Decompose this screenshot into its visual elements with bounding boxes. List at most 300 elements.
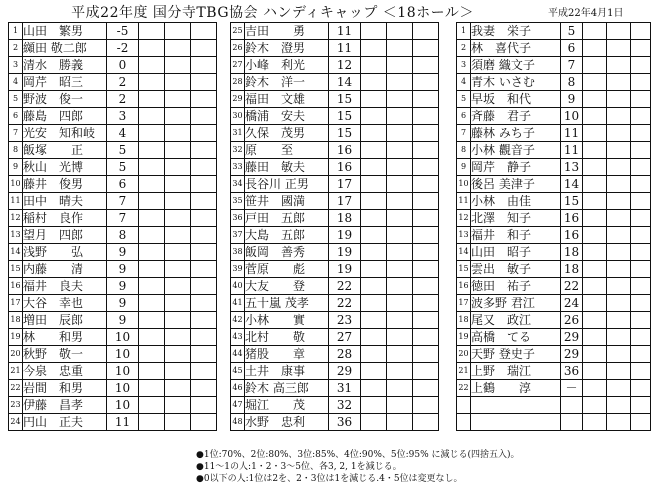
blank-cell <box>361 397 387 414</box>
handicap-value: 7 <box>561 57 583 74</box>
blank-cell <box>583 108 607 125</box>
player-row <box>457 380 651 397</box>
handicap-value <box>561 397 583 414</box>
player-number: 22 <box>9 380 23 397</box>
blank-cell <box>191 261 217 278</box>
blank-cell <box>387 312 413 329</box>
blank-cell <box>413 261 439 278</box>
player-row <box>457 244 651 261</box>
blank-cell <box>413 346 439 363</box>
blank-cell <box>631 91 651 108</box>
player-number: 32 <box>231 142 245 159</box>
player-row <box>9 329 217 346</box>
player-number: 41 <box>231 295 245 312</box>
player-number: 38 <box>231 244 245 261</box>
handicap-table-men-2 <box>230 22 439 431</box>
player-name: 早坂 和代 <box>471 91 561 108</box>
blank-cell <box>165 23 191 40</box>
player-number: 33 <box>231 159 245 176</box>
blank-cell <box>631 363 651 380</box>
player-name: 鈴木 高三郎 <box>245 380 329 397</box>
player-row <box>457 74 651 91</box>
blank-cell <box>631 193 651 210</box>
player-number: 34 <box>231 176 245 193</box>
blank-cell <box>191 244 217 261</box>
issue-date: 平成22年4月1日 <box>548 8 624 19</box>
player-row <box>457 108 651 125</box>
blank-cell <box>191 74 217 91</box>
handicap-value: 15 <box>329 91 361 108</box>
player-name: 徳田 祐子 <box>471 278 561 295</box>
blank-cell <box>139 176 165 193</box>
player-name: 岡芹 昭三 <box>23 74 107 91</box>
blank-cell <box>387 414 413 431</box>
player-name: 伊藤 昌孝 <box>23 397 107 414</box>
blank-cell <box>583 363 607 380</box>
player-row <box>231 329 439 346</box>
blank-cell <box>387 278 413 295</box>
blank-cell <box>607 414 631 431</box>
player-row <box>9 176 217 193</box>
handicap-value: 11 <box>329 23 361 40</box>
player-row <box>457 312 651 329</box>
player-name: 雲出 敏子 <box>471 261 561 278</box>
player-number: 14 <box>9 244 23 261</box>
player-row <box>9 210 217 227</box>
player-name: 秋野 敬一 <box>23 346 107 363</box>
blank-cell <box>607 91 631 108</box>
player-number: 2 <box>9 40 23 57</box>
blank-cell <box>361 329 387 346</box>
handicap-value: 10 <box>107 397 139 414</box>
blank-cell <box>607 261 631 278</box>
blank-cell <box>631 210 651 227</box>
blank-cell <box>413 91 439 108</box>
player-name: 原 至 <box>245 142 329 159</box>
handicap-value: 7 <box>107 193 139 210</box>
blank-cell <box>191 278 217 295</box>
blank-cell <box>387 397 413 414</box>
player-number: 1 <box>457 23 471 40</box>
player-row <box>231 244 439 261</box>
blank-cell <box>387 295 413 312</box>
blank-cell <box>361 125 387 142</box>
handicap-value: 15 <box>561 193 583 210</box>
player-name: 高橋 てる <box>471 329 561 346</box>
player-row <box>457 329 651 346</box>
blank-cell <box>139 108 165 125</box>
blank-cell <box>139 210 165 227</box>
player-number: 30 <box>231 108 245 125</box>
blank-cell <box>139 329 165 346</box>
player-number: 21 <box>457 363 471 380</box>
blank-cell <box>413 329 439 346</box>
handicap-rules <box>196 449 520 485</box>
player-row <box>457 40 651 57</box>
blank-cell <box>165 278 191 295</box>
blank-cell <box>387 108 413 125</box>
player-number: 5 <box>9 91 23 108</box>
blank-cell <box>361 261 387 278</box>
blank-cell <box>413 142 439 159</box>
blank-cell <box>191 397 217 414</box>
player-row <box>231 193 439 210</box>
blank-cell <box>165 210 191 227</box>
player-name: 小林 觀音子 <box>471 142 561 159</box>
blank-cell <box>607 40 631 57</box>
handicap-table-women <box>456 22 651 431</box>
blank-cell <box>583 23 607 40</box>
handicap-value: 5 <box>107 142 139 159</box>
handicap-value <box>561 414 583 431</box>
player-name <box>471 414 561 431</box>
player-row <box>9 40 217 57</box>
player-row <box>9 227 217 244</box>
blank-cell <box>165 108 191 125</box>
player-row <box>9 125 217 142</box>
blank-cell <box>607 108 631 125</box>
player-name: 我妻 栄子 <box>471 23 561 40</box>
player-name: 内藤 清 <box>23 261 107 278</box>
handicap-value: 11 <box>107 414 139 431</box>
blank-cell <box>413 74 439 91</box>
player-name: 今泉 忠重 <box>23 363 107 380</box>
blank-cell <box>139 380 165 397</box>
blank-cell <box>607 23 631 40</box>
player-row <box>231 363 439 380</box>
blank-cell <box>387 346 413 363</box>
player-row <box>9 414 217 431</box>
blank-cell <box>583 414 607 431</box>
blank-cell <box>191 40 217 57</box>
player-name: 菅原 彪 <box>245 261 329 278</box>
blank-cell <box>413 57 439 74</box>
blank-cell <box>165 125 191 142</box>
blank-cell <box>413 278 439 295</box>
blank-cell <box>361 295 387 312</box>
blank-cell <box>583 261 607 278</box>
player-number: 48 <box>231 414 245 431</box>
blank-cell <box>387 227 413 244</box>
blank-cell <box>583 380 607 397</box>
player-row <box>457 176 651 193</box>
player-row <box>9 23 217 40</box>
blank-cell <box>631 261 651 278</box>
handicap-value: 13 <box>561 159 583 176</box>
player-name: 尾又 政江 <box>471 312 561 329</box>
blank-cell <box>165 295 191 312</box>
blank-cell <box>631 329 651 346</box>
handicap-value: 28 <box>329 346 361 363</box>
blank-cell <box>191 91 217 108</box>
blank-cell <box>607 74 631 91</box>
player-name: 福井 和子 <box>471 227 561 244</box>
handicap-value: 15 <box>329 125 361 142</box>
blank-cell <box>631 227 651 244</box>
player-row <box>457 159 651 176</box>
player-row <box>457 397 651 414</box>
player-number: 18 <box>457 312 471 329</box>
handicap-value: -2 <box>107 40 139 57</box>
blank-cell <box>387 23 413 40</box>
blank-cell <box>583 397 607 414</box>
player-name: 天野 登史子 <box>471 346 561 363</box>
blank-cell <box>191 142 217 159</box>
handicap-value: 27 <box>329 329 361 346</box>
blank-cell <box>607 227 631 244</box>
blank-cell <box>387 244 413 261</box>
player-row <box>231 159 439 176</box>
player-number: 16 <box>457 278 471 295</box>
blank-cell <box>387 176 413 193</box>
handicap-value: 6 <box>107 176 139 193</box>
blank-cell <box>607 193 631 210</box>
blank-cell <box>583 312 607 329</box>
blank-cell <box>607 312 631 329</box>
blank-cell <box>631 74 651 91</box>
blank-cell <box>165 312 191 329</box>
blank-cell <box>387 57 413 74</box>
blank-cell <box>583 210 607 227</box>
player-number: 44 <box>231 346 245 363</box>
blank-cell <box>361 74 387 91</box>
blank-cell <box>139 125 165 142</box>
player-row <box>9 346 217 363</box>
player-row <box>231 57 439 74</box>
blank-cell <box>361 312 387 329</box>
player-row <box>9 244 217 261</box>
player-number: 10 <box>457 176 471 193</box>
blank-cell <box>139 363 165 380</box>
handicap-value: 29 <box>561 346 583 363</box>
blank-cell <box>413 380 439 397</box>
handicap-value: 4 <box>107 125 139 142</box>
player-row <box>9 74 217 91</box>
blank-cell <box>631 142 651 159</box>
player-name: 猪股 章 <box>245 346 329 363</box>
blank-cell <box>191 329 217 346</box>
player-row <box>9 193 217 210</box>
blank-cell <box>387 159 413 176</box>
blank-cell <box>191 210 217 227</box>
handicap-value: 23 <box>329 312 361 329</box>
blank-cell <box>413 210 439 227</box>
player-row <box>231 91 439 108</box>
player-name: 野波 俊一 <box>23 91 107 108</box>
handicap-value: 14 <box>561 176 583 193</box>
player-row <box>9 397 217 414</box>
blank-cell <box>165 414 191 431</box>
player-name: 望月 四郎 <box>23 227 107 244</box>
player-number: 24 <box>9 414 23 431</box>
blank-cell <box>191 108 217 125</box>
player-number: 15 <box>457 261 471 278</box>
player-number: 12 <box>9 210 23 227</box>
blank-cell <box>607 210 631 227</box>
blank-cell <box>583 57 607 74</box>
player-number: 9 <box>9 159 23 176</box>
blank-cell <box>165 193 191 210</box>
blank-cell <box>631 57 651 74</box>
blank-cell <box>191 176 217 193</box>
blank-cell <box>139 244 165 261</box>
player-name: 秋山 光博 <box>23 159 107 176</box>
blank-cell <box>191 23 217 40</box>
rule-note: ●1位:70%、2位:80%、3位:85%、4位:90%、5位:95% に減じる(四捨五入)。 <box>196 450 520 460</box>
player-number: 9 <box>457 159 471 176</box>
player-name: 纐田 敬二郎 <box>23 40 107 57</box>
blank-cell <box>361 380 387 397</box>
blank-cell <box>191 159 217 176</box>
player-name: 林 喜代子 <box>471 40 561 57</box>
player-number: 16 <box>9 278 23 295</box>
handicap-value: 11 <box>561 125 583 142</box>
player-row <box>231 176 439 193</box>
handicap-value: 10 <box>107 346 139 363</box>
blank-cell <box>631 176 651 193</box>
blank-cell <box>139 40 165 57</box>
player-name: 稲村 良作 <box>23 210 107 227</box>
handicap-value: 18 <box>561 244 583 261</box>
blank-cell <box>139 159 165 176</box>
player-number: 20 <box>9 346 23 363</box>
blank-cell <box>387 40 413 57</box>
player-name: 吉田 勇 <box>245 23 329 40</box>
player-row <box>457 142 651 159</box>
handicap-value: 18 <box>329 210 361 227</box>
player-row <box>9 108 217 125</box>
player-name: 福井 良夫 <box>23 278 107 295</box>
blank-cell <box>607 125 631 142</box>
handicap-value: 0 <box>107 57 139 74</box>
player-number: 40 <box>231 278 245 295</box>
player-number: 11 <box>457 193 471 210</box>
blank-cell <box>413 159 439 176</box>
player-name: 五十嵐 茂孝 <box>245 295 329 312</box>
player-number: 15 <box>9 261 23 278</box>
handicap-value: 9 <box>107 295 139 312</box>
player-name: 山田 繁男 <box>23 23 107 40</box>
player-name: 小林 由佳 <box>471 193 561 210</box>
blank-cell <box>165 74 191 91</box>
player-row <box>9 261 217 278</box>
blank-cell <box>165 91 191 108</box>
blank-cell <box>361 414 387 431</box>
blank-cell <box>583 346 607 363</box>
blank-cell <box>413 23 439 40</box>
player-number: 46 <box>231 380 245 397</box>
blank-cell <box>361 278 387 295</box>
blank-cell <box>413 108 439 125</box>
blank-cell <box>607 278 631 295</box>
player-number: 31 <box>231 125 245 142</box>
handicap-value: 10 <box>107 329 139 346</box>
blank-cell <box>413 227 439 244</box>
player-name: 波多野 君江 <box>471 295 561 312</box>
blank-cell <box>607 397 631 414</box>
player-number: 14 <box>457 244 471 261</box>
player-name: 後呂 美津子 <box>471 176 561 193</box>
handicap-value: 19 <box>329 261 361 278</box>
player-name: 青木 いさむ <box>471 74 561 91</box>
player-number: 3 <box>9 57 23 74</box>
blank-cell <box>165 176 191 193</box>
player-row <box>231 210 439 227</box>
player-row <box>231 414 439 431</box>
blank-cell <box>387 193 413 210</box>
blank-cell <box>361 40 387 57</box>
handicap-value: 8 <box>561 74 583 91</box>
player-row <box>231 278 439 295</box>
handicap-value: 16 <box>329 159 361 176</box>
player-name: 長谷川 正男 <box>245 176 329 193</box>
handicap-value: 7 <box>107 210 139 227</box>
blank-cell <box>361 57 387 74</box>
blank-cell <box>165 244 191 261</box>
player-name: 清水 勝義 <box>23 57 107 74</box>
player-name: 林 和男 <box>23 329 107 346</box>
handicap-value: 11 <box>329 40 361 57</box>
player-name: 円山 正夫 <box>23 414 107 431</box>
blank-cell <box>165 380 191 397</box>
blank-cell <box>631 295 651 312</box>
blank-cell <box>607 176 631 193</box>
player-number: 12 <box>457 210 471 227</box>
blank-cell <box>413 295 439 312</box>
player-row <box>231 380 439 397</box>
blank-cell <box>607 363 631 380</box>
player-row <box>457 261 651 278</box>
blank-cell <box>139 278 165 295</box>
blank-cell <box>139 397 165 414</box>
blank-cell <box>607 142 631 159</box>
blank-cell <box>361 227 387 244</box>
player-name: 山田 昭子 <box>471 244 561 261</box>
blank-cell <box>387 363 413 380</box>
player-row <box>9 142 217 159</box>
blank-cell <box>607 329 631 346</box>
player-name: 上野 瑞江 <box>471 363 561 380</box>
blank-cell <box>139 414 165 431</box>
blank-cell <box>191 193 217 210</box>
player-number: 11 <box>9 193 23 210</box>
handicap-value: 9 <box>107 244 139 261</box>
player-number: 23 <box>9 397 23 414</box>
blank-cell <box>165 261 191 278</box>
player-row <box>457 23 651 40</box>
player-number: 37 <box>231 227 245 244</box>
blank-cell <box>361 108 387 125</box>
blank-cell <box>191 227 217 244</box>
player-name: 岩間 和男 <box>23 380 107 397</box>
handicap-value: 29 <box>561 329 583 346</box>
player-number: 17 <box>9 295 23 312</box>
blank-cell <box>583 91 607 108</box>
player-name: 藤林 みち子 <box>471 125 561 142</box>
player-number: 36 <box>231 210 245 227</box>
player-name: 鈴木 洋一 <box>245 74 329 91</box>
player-number: 26 <box>231 40 245 57</box>
player-number: 1 <box>9 23 23 40</box>
blank-cell <box>165 142 191 159</box>
handicap-value: 10 <box>107 380 139 397</box>
blank-cell <box>191 363 217 380</box>
blank-cell <box>413 414 439 431</box>
player-name: 鈴木 澄男 <box>245 40 329 57</box>
blank-cell <box>361 159 387 176</box>
handicap-value: 9 <box>107 261 139 278</box>
blank-cell <box>165 346 191 363</box>
